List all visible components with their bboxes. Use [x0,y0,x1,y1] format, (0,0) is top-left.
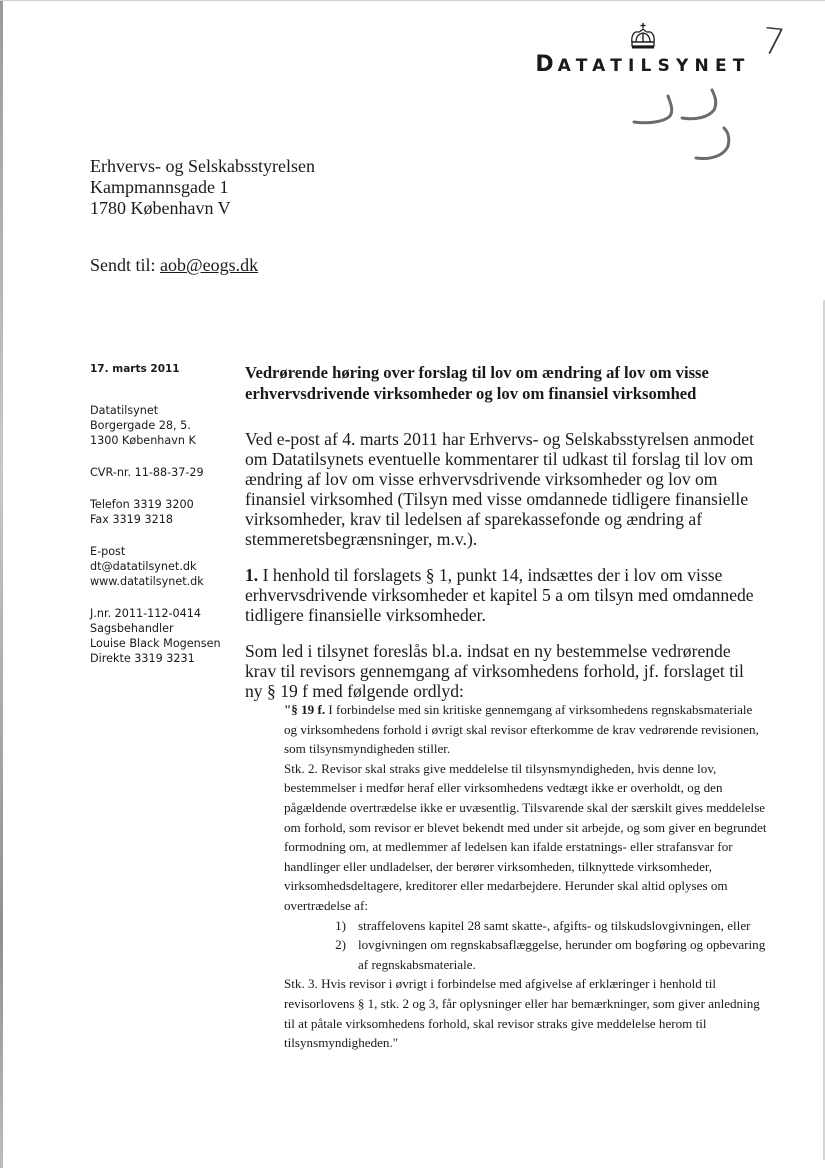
sidebar-line: Telefon 3319 3200 [90,498,194,511]
recipient-line: Kampmannsgade 1 [90,177,229,197]
recipient-email-link[interactable]: aob@eogs.dk [160,255,259,275]
sidebar-email-link[interactable]: dt@datatilsynet.dk [90,560,197,573]
handwritten-page-number: 7 [759,20,787,65]
sender-sidebar [90,362,235,683]
recipient-line: Erhvervs- og Selskabsstyrelsen [90,156,315,176]
body-paragraph-1: Ved e-post af 4. marts 2011 har Erhvervs- og Selskabsstyrelsen anmodet om Datatilsynets eventuelle kommentarer til udkast til forslag til lov om ændring af lov om visse erhvervsdrivende virksomheder og lov om finansiel virksomhed (Tilsyn med visse omdannede tidligere finansielle virksomheder, krav til ledelsen af sparekassefonde og ændring af stemmeretsbegrænsninger, m.v.). [245,429,754,549]
sidebar-line: Sagsbehandler [90,622,174,635]
sidebar-line: CVR-nr. 11-88-37-29 [90,466,204,479]
list-item: 2) lovgivningen om regnskabsaflæggelse, herunder om bogføring og opbevaring af regnskabsmateriale. [335,937,766,972]
paragraph-number: 1. [245,565,259,585]
sender-address-block [90,403,235,448]
letter-body [245,362,763,717]
quote-paragraph-1: "§ 19 f. I forbindelse med sin kritiske gennemgang af virksomhedens regnskabsmateriale og virksomhedens forhold i øvrigt skal revisor efterkomme de krav vedrørende revisionen, som tilsynsmyndigheden stiller. [284,702,759,757]
sidebar-line: E-post [90,545,126,558]
scan-edge-top [0,0,825,1]
letter-subject: Vedrørende høring over forslag til lov om ændring af lov om visse erhvervsdrivende virksomheder og lov om finansiel virksomhed [245,363,709,403]
phone-block [90,497,235,527]
crown-icon [628,22,658,50]
case-block [90,606,235,666]
sidebar-line: Datatilsynet [90,404,159,417]
sidebar-line: Fax 3319 3218 [90,513,173,526]
sidebar-line: Louise Black Mogensen [90,637,221,650]
quote-paragraph-2: Stk. 2. Revisor skal straks give meddelelse til tilsynsmyndigheden, hvis denne lov, bestemmelser i medfør heraf eller virksomhedens vedtægt ikke er overholdt, og den pågældende overtrædelse ikke er uvæsentlig. Tilsvarende skal der særskilt gives meddelelse om forhold, som revisor er blevet bekendt med under sit arbejde, og som giver en begrundet formodning om, at medlemmer af ledelsen kan ifalde erstatnings- eller strafansvar for handlinger eller undladelser, der berører virksomheden, tilknyttede virksomheder, virksomhedsdeltagere, kreditorer eller medarbejdere. Herunder skal altid oplyses om overtrædelse af: [284,760,767,913]
sidebar-website-link[interactable]: www.datatilsynet.dk [90,575,204,588]
sidebar-line: 1300 København K [90,434,196,447]
logo-wordmark: DATATILSYNET [535,52,751,77]
email-web-block [90,544,235,589]
quote-list [284,916,768,975]
body-paragraph-2 [245,565,763,625]
sidebar-line: Borgergade 28, 5. [90,419,191,432]
section-ref: § 19 f. [291,702,326,717]
sidebar-line: J.nr. 2011-112-0414 [90,607,201,620]
body-paragraph-3: Som led i tilsynet foreslås bl.a. indsat en ny bestemmelse vedrørende krav til revisors gennemgang af virksomhedens forhold, jf. forslaget til ny § 19 f med følgende ordlyd: [245,641,744,701]
sent-to-line [90,255,258,276]
recipient-line: 1780 København V [90,198,231,218]
list-item: 1) straffelovens kapitel 28 samt skatte-, afgifts- og tilskudslovgivningen, eller [335,917,751,933]
handwritten-initials [630,88,740,168]
quoted-provision [284,700,768,1053]
sent-to-label: Sendt til: [90,255,161,275]
sidebar-line: Direkte 3319 3231 [90,652,195,665]
paragraph-text: I henhold til forslagets § 1, punkt 14, indsættes der i lov om visse erhvervsdrivende virksomheder et kapitel 5 a om tilsyn med omdannede tidligere finansielle virksomheder. [245,565,754,625]
cvr-block [90,465,235,480]
recipient-address [90,156,315,219]
quote-paragraph-3: Stk. 3. Hvis revisor i øvrigt i forbindelse med afgivelse af erklæringer i henhold til revisorlovens § 1, stk. 2 og 3, får oplysninger eller har bemærkninger, som giver anledning til at påtale virksomhedens forhold, skal revisor straks give meddelelse herom til tilsynsmyndigheden." [284,976,760,1051]
datatilsynet-logo [528,22,758,77]
scan-edge-left [0,0,3,1168]
letter-date: 17. marts 2011 [90,363,180,375]
